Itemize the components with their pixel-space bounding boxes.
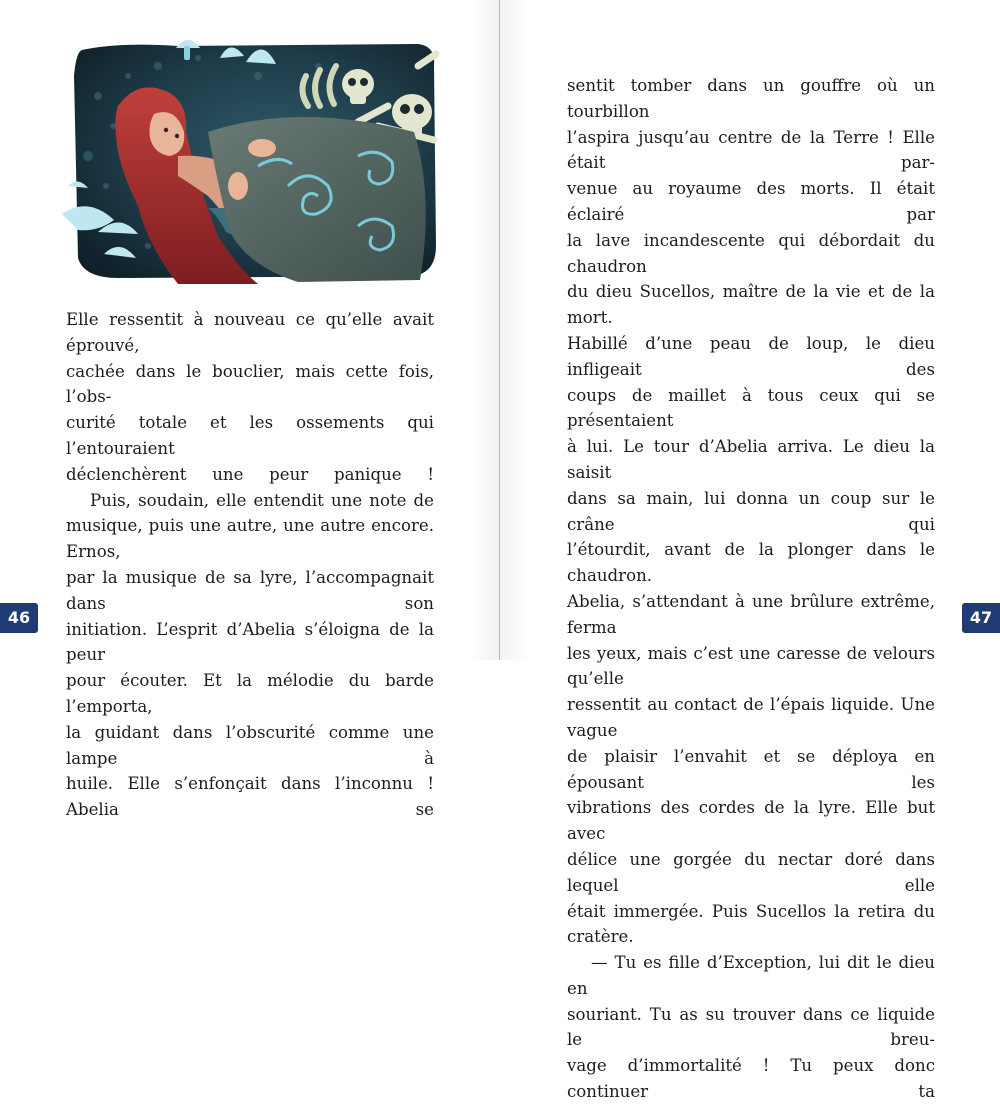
left-page (0, 0, 500, 820)
text-line: était immergée. Puis Sucellos la retira du cratère. (567, 901, 935, 947)
text-line: musique, puis une autre, une autre encore. Ernos, (66, 516, 434, 562)
text-line: à lui. Le tour d’Abelia arriva. Le dieu la saisit (567, 437, 935, 482)
text-line: venue au royaume des morts. Il était éclairé par (567, 179, 935, 224)
gutter-shadow-left (470, 0, 499, 660)
text-line: la lave incandescente qui débordait du chaudron (567, 230, 935, 276)
text-line: l’aspira jusqu’au centre de la Terre ! Elle était par- (567, 127, 935, 173)
text-line: sentit tomber dans un gouffre où un tourbillon (567, 76, 935, 121)
text-line: les yeux, mais c’est une caresse de velours qu’elle (567, 643, 935, 689)
text-line: dans sa main, lui donna un coup sur le crâne qui (567, 488, 935, 534)
text-line: curité totale et les ossements qui l’entouraient (66, 413, 434, 458)
paragraph (567, 73, 935, 950)
text-line: initiation. L’esprit d’Abelia s’éloigna de la peur (66, 619, 434, 665)
text-line: du dieu Sucellos, maître de la vie et de la mort. (567, 282, 935, 328)
text-line: déclenchèrent une peur panique ! (66, 464, 434, 484)
text-line: pour écouter. Et la mélodie du barde l’emporta, (66, 671, 434, 716)
text-line: souriant. Tu as su trouver dans ce liquide le breu- (567, 1004, 935, 1050)
right-page-text (567, 73, 935, 1105)
text-line: la guidant dans l’obscurité comme une lampe à (66, 722, 434, 768)
paragraph (66, 307, 434, 488)
text-line: coups de maillet à tous ceux qui se présentaient (567, 385, 935, 431)
text-line: vage d’immortalité ! Tu peux donc continuer ta (567, 1056, 935, 1102)
text-line: vibrations des cordes de la lyre. Elle but avec (567, 798, 935, 844)
page-number-right: 47 (962, 603, 1000, 633)
text-line: par la musique de sa lyre, l’accompagnait dans son (66, 567, 434, 613)
text-line: Abelia, s’attendant à une brûlure extrême, ferma (567, 591, 935, 637)
text-line: de plaisir l’envahit et se déploya en épousant les (567, 746, 935, 792)
text-line: Habillé d’une peau de loup, le dieu infligeait des (567, 333, 935, 379)
text-line: cachée dans le bouclier, mais cette fois, l’obs- (66, 361, 434, 407)
page-number-left: 46 (0, 603, 38, 633)
text-line: — Tu es fille d’Exception, lui dit le dieu en (567, 953, 935, 998)
text-line: huile. Elle s’enfonçait dans l’inconnu ! Abelia se (66, 774, 434, 820)
paragraph (66, 488, 434, 823)
text-line: délice une gorgée du nectar doré dans lequel elle (567, 849, 935, 895)
text-line: Elle ressentit à nouveau ce qu’elle avait éprouvé, (66, 310, 434, 355)
text-line: l’étourdit, avant de la plonger dans le chaudron. (567, 540, 935, 586)
chapter-illustration (58, 36, 446, 286)
paragraph (567, 950, 935, 1105)
left-page-text (66, 307, 434, 823)
text-line: ressentit au contact de l’épais liquide. Une vague (567, 695, 935, 740)
text-line: Puis, soudain, elle entendit une note de (90, 490, 434, 510)
